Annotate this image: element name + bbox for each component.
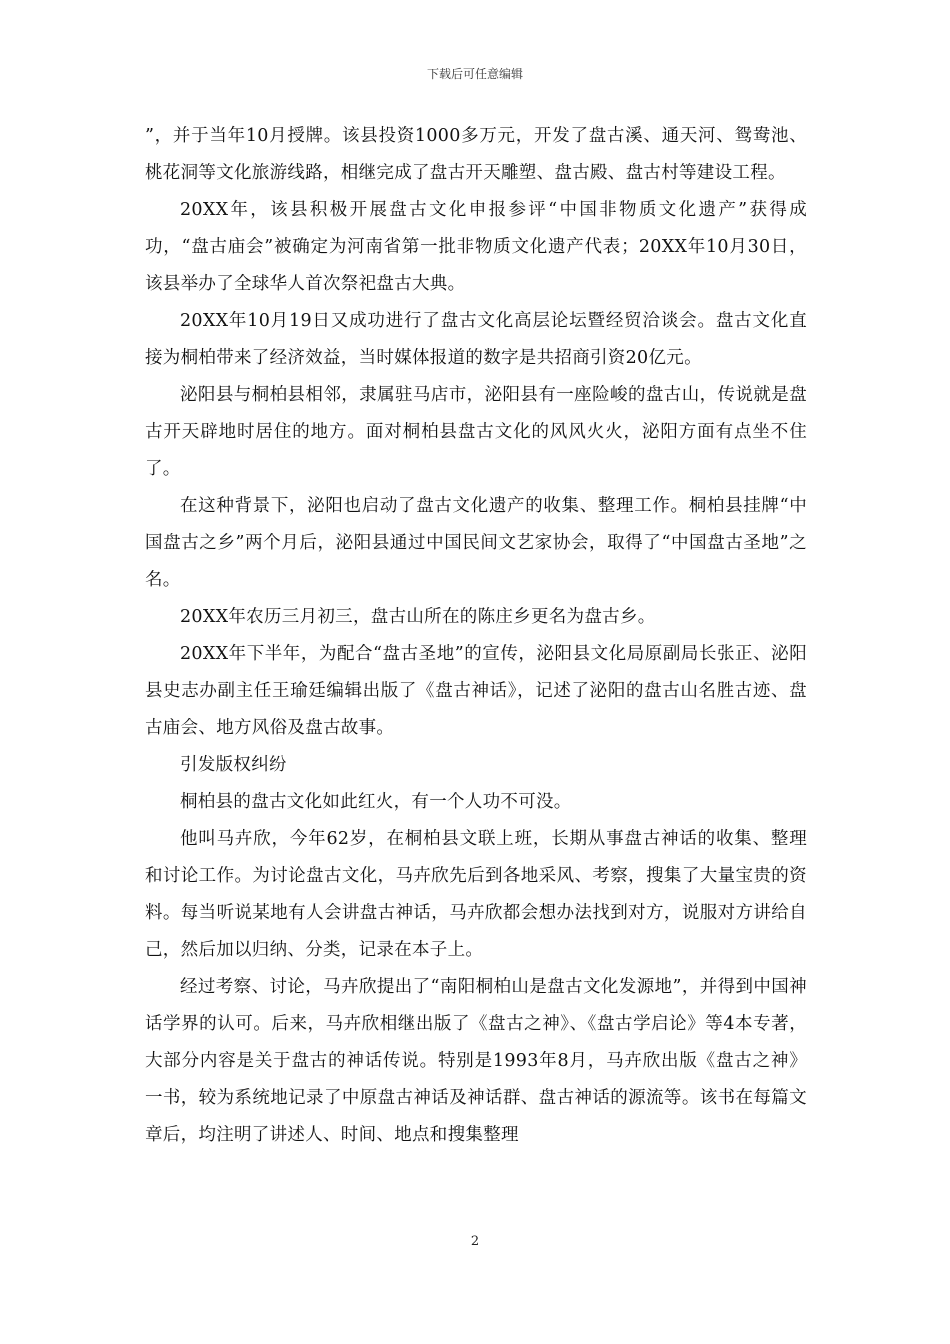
paragraph: 20XX年农历三月初三，盘古山所在的陈庄乡更名为盘古乡。 <box>180 607 656 627</box>
paragraph: 他叫马卉欣，今年62岁，在桐柏县文联上班，长期从事盘古神话的收集、整理和讨论工作。为讨论盘古文化，马卉欣先后到各地采风、考察，搜集了大量宝贵的资料。每当听说某地有人会讲盘古神话，马卉欣都会想办法找到对方，说服对方讲给自己，然后加以归纳、分类，记录在本子上。 <box>145 829 807 960</box>
paragraph: 20XX年，该县积极开展盘古文化申报参评“中国非物质文化遗产”获得成功，“盘古庙会”被确定为河南省第一批非物质文化遗产代表；20XX年10月30日，该县举办了全球华人首次祭祀盘古大典。 <box>145 200 807 294</box>
paragraph: 经过考察、讨论，马卉欣提出了“南阳桐柏山是盘古文化发源地”，并得到中国神话学界的认可。后来，马卉欣相继出版了《盘古之神》、《盘古学启论》等4本专著，大部分内容是关于盘古的神话传说。特别是1993年8月，马卉欣出版《盘古之神》一书，较为系统地记录了中原盘古神话及神话群、盘古神话的源流等。该书在每篇文章后，均注明了讲述人、时间、地点和搜集整理 <box>145 977 807 1145</box>
page-header: 下载后可任意编辑 <box>426 67 523 81</box>
page-number: 2 <box>470 1234 480 1249</box>
paragraph-continued: ”，并于当年10月授牌。该县投资1000多万元，开发了盘古溪、通天河、鸳鸯池、桃花洞等文化旅游线路，相继完成了盘古开天雕塑、盘古殿、盘古村等建设工程。 <box>145 126 807 183</box>
section-heading: 引发版权纠纷 <box>180 755 287 775</box>
paragraph: 20XX年10月19日又成功进行了盘古文化高层论坛暨经贸洽谈会。盘古文化直接为桐柏带来了经济效益，当时媒体报道的数字是共招商引资20亿元。 <box>145 311 807 368</box>
paragraph: 泌阳县与桐柏县相邻，隶属驻马店市，泌阳县有一座险峻的盘古山，传说就是盘古开天辟地时居住的地方。面对桐柏县盘古文化的风风火火，泌阳方面有点坐不住了。 <box>145 385 807 479</box>
paragraph: 在这种背景下，泌阳也启动了盘古文化遗产的收集、整理工作。桐柏县挂牌“中国盘古之乡”两个月后，泌阳县通过中国民间文艺家协会，取得了“中国盘古圣地”之名。 <box>145 496 807 590</box>
paragraph: 20XX年下半年，为配合“盘古圣地”的宣传，泌阳县文化局原副局长张正、泌阳县史志办副主任王瑜廷编辑出版了《盘古神话》，记述了泌阳的盘古山名胜古迹、盘古庙会、地方风俗及盘古故事。 <box>145 644 807 738</box>
document-body <box>145 118 807 1154</box>
paragraph: 桐柏县的盘古文化如此红火，有一个人功不可没。 <box>180 792 572 812</box>
